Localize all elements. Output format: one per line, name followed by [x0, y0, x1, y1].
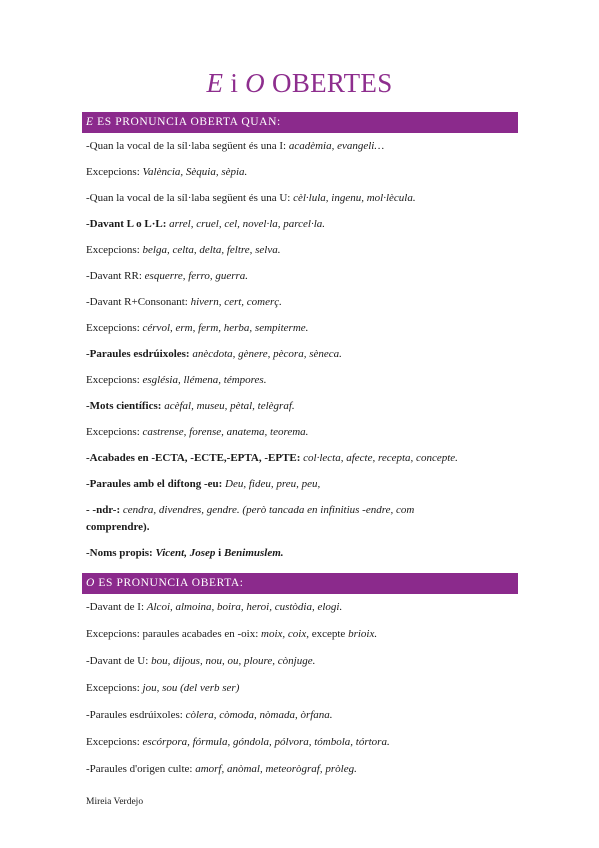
examples-text: cérvol, erm, ferm, herba, sempiterme.: [142, 322, 309, 334]
examples-text: Vicent, Josep: [155, 547, 216, 559]
rule-text: -Paraules esdrúixoles:: [86, 348, 193, 360]
rule-text: -Acabades en -ECTA, -ECTE,-EPTA, -EPTE:: [86, 452, 304, 464]
list-item: [86, 269, 516, 284]
section-o-header: [82, 573, 518, 594]
title-e: E: [206, 68, 224, 98]
rule-text: -Paraules amb el diftong -eu:: [86, 478, 226, 490]
list-item: [86, 295, 516, 310]
examples-text: jou, sou (del verb ser): [142, 682, 240, 694]
rule-text: Excepcions:: [86, 736, 143, 748]
examples-text: col·lecta, afecte, recepta, concepte.: [303, 452, 458, 464]
list-item: [86, 654, 516, 669]
title-i: i: [223, 68, 246, 98]
examples-text: hivern, cert, comerç.: [190, 296, 282, 308]
list-item: [86, 735, 516, 750]
examples-text: anècdota, gènere, pècora, sèneca.: [192, 348, 342, 360]
examples-text: cèl·lula, ingenu, mol·lècula.: [293, 192, 416, 204]
rule-text: -Quan la vocal de la síl·laba següent és una I:: [86, 140, 289, 152]
list-item: [86, 546, 516, 561]
section-e-letter: E: [86, 116, 94, 128]
examples-text: acèfal, museu, pètal, telègraf.: [164, 400, 295, 412]
list-item: [86, 217, 516, 232]
examples-text: esquerre, ferro, guerra.: [144, 270, 249, 282]
rule-text: - -ndr-:: [86, 504, 123, 516]
rule-text: -Davant L o L·L:: [86, 218, 170, 230]
list-item: [86, 451, 516, 466]
list-item: [86, 243, 516, 258]
rule-text: -Davant R+Consonant:: [86, 296, 191, 308]
examples-text: cendra, divendres, gendre. (però tancada en infinitius -endre, com: [122, 504, 415, 516]
connector-text: i: [215, 547, 224, 559]
examples-text: escórpora, fórmula, góndola, pólvora, tómbola, tórtora.: [142, 736, 390, 748]
rule-text: -Davant de U:: [86, 655, 152, 667]
rule-text: Excepcions:: [86, 682, 143, 694]
list-item-continuation: [86, 520, 516, 535]
rule-text: Excepcions: paraules acabades en -oix:: [86, 628, 262, 640]
section-o-letter: O: [86, 577, 95, 589]
list-item: [86, 681, 516, 696]
list-item: [86, 600, 516, 615]
rule-text: -Mots científics:: [86, 400, 165, 412]
rule-text: Excepcions:: [86, 322, 143, 334]
examples-text: Alcoi, almoina, boira, heroi, custòdia, elogi.: [146, 601, 343, 613]
rule-text: -Paraules esdrúixoles:: [86, 709, 186, 721]
examples-text: arrel, cruel, cel, novel·la, parcel·la.: [169, 218, 326, 230]
rule-text: -Quan la vocal de la síl·laba següent és una U:: [86, 192, 294, 204]
list-item: [86, 503, 516, 518]
list-item: [86, 477, 516, 492]
rule-text: -Paraules d'origen culte:: [86, 763, 196, 775]
examples-text: acadèmia, evangeli…: [288, 140, 385, 152]
list-item: [86, 627, 516, 642]
list-item: [86, 191, 516, 206]
rule-text: -Noms propis:: [86, 547, 156, 559]
title-o: O: [245, 68, 265, 98]
rule-text: -Davant RR:: [86, 270, 145, 282]
connector-text: excepte: [311, 628, 349, 640]
section-o-text: ES PRONUNCIA OBERTA:: [94, 577, 244, 589]
examples-text: castrense, forense, anatema, teorema.: [142, 426, 309, 438]
list-item: [86, 347, 516, 362]
examples-text: bou, dijous, nou, ou, ploure, cònjuge.: [151, 655, 316, 667]
examples-text: còlera, còmoda, nòmada, òrfana.: [185, 709, 333, 721]
list-item: [86, 321, 516, 336]
rule-text: Excepcions:: [86, 166, 143, 178]
examples-text: Benimuslem.: [223, 547, 284, 559]
section-e-header: [82, 112, 518, 133]
list-item: [86, 762, 516, 777]
list-item: [86, 425, 516, 440]
footer-author: Mireia Verdejo: [86, 797, 144, 807]
list-item: [86, 399, 516, 414]
rule-text: -Davant de I:: [86, 601, 147, 613]
rule-text: Excepcions:: [86, 244, 143, 256]
examples-text: església, llémena, témpores.: [142, 374, 267, 386]
rule-text: Excepcions:: [86, 374, 143, 386]
examples-text: moix, coix,: [261, 628, 312, 640]
list-item: [86, 139, 516, 154]
list-item: [86, 373, 516, 388]
examples-text: brioix.: [348, 628, 378, 640]
rule-text: Excepcions:: [86, 426, 143, 438]
list-item: [86, 165, 516, 180]
title-rest: OBERTES: [264, 68, 393, 98]
examples-text: València, Sèquia, sèpia.: [142, 166, 248, 178]
list-item: [86, 708, 516, 723]
examples-text: Deu, fideu, preu, peu,: [225, 478, 321, 490]
examples-text: amorf, anòmal, meteorògraf, pròleg.: [195, 763, 357, 775]
section-e-text: ES PRONUNCIA OBERTA QUAN:: [93, 116, 281, 128]
examples-text: belga, celta, delta, feltre, selva.: [142, 244, 281, 256]
page-title: [0, 68, 599, 99]
rule-tail-text: comprendre).: [86, 521, 150, 533]
